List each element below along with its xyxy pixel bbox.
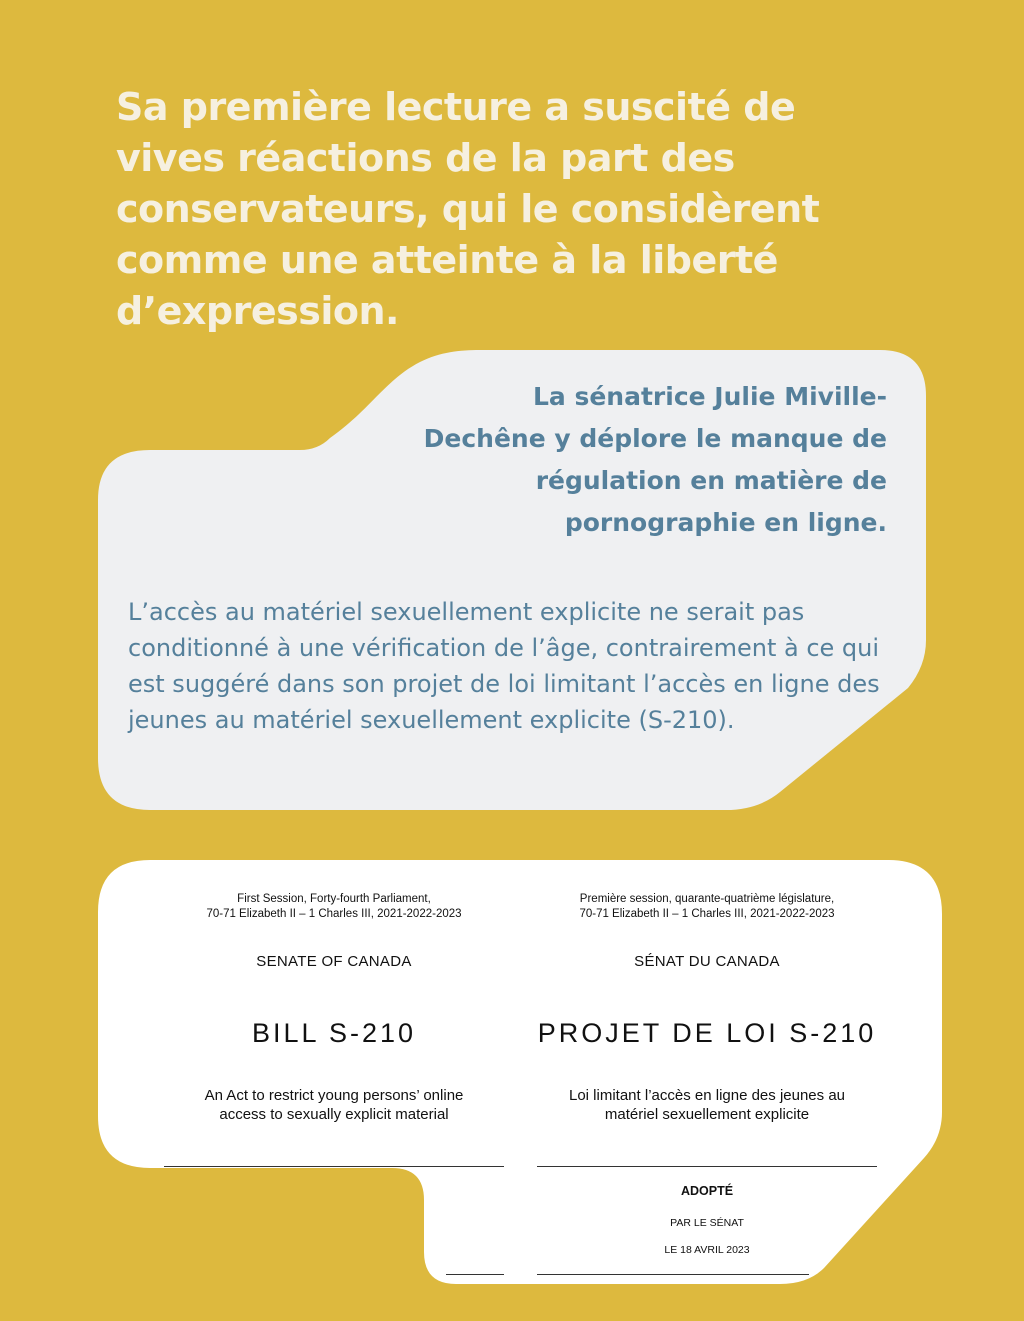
session-en-line1: First Session, Forty-fourth Parliament, (237, 893, 431, 905)
bill-title-en (164, 1086, 504, 1124)
bill-title-fr-line1: Loi limitant l’accès en ligne des jeunes au (569, 1087, 845, 1104)
rule-fr-lower (537, 1274, 809, 1275)
session-fr (537, 892, 877, 922)
headline: Sa première lecture a suscité de vives réactions de la part des conservateurs, qui le considèrent comme une atteinte à la liberté d’expression. (116, 85, 820, 333)
session-fr-line1: Première session, quarante-quatrième législature, (579, 893, 835, 905)
adopted-date: LE 18 AVRIL 2023 (664, 1244, 750, 1256)
bill-title-fr-line2: matériel sexuellement explicite (604, 1106, 810, 1123)
bill-number-en: BILL S-210 (251, 1018, 417, 1048)
bill-title-fr (537, 1086, 877, 1124)
bill-title-en-line1: An Act to restrict young persons’ online (204, 1087, 464, 1104)
bill-number-fr: PROJET DE LOI S-210 (537, 1018, 877, 1048)
session-en (164, 892, 504, 922)
senate-en: SENATE OF CANADA (256, 953, 412, 970)
adopted-label: ADOPTÉ (680, 1184, 734, 1198)
adopted-by: PAR LE SÉNAT (670, 1217, 744, 1229)
session-en-line2: 70-71 Elizabeth II – 1 Charles III, 2021-2022-2023 (206, 908, 462, 920)
senate-fr: SÉNAT DU CANADA (634, 953, 780, 970)
body-paragraph: L’accès au matériel sexuellement explicite ne serait pas conditionné à une vérification de l’âge, contrairement à ce qui est suggéré dans son projet de loi limitant l’accès en ligne des jeunes au matériel sexuellement explicite (S-210). (128, 598, 880, 734)
rule-en-upper (164, 1166, 504, 1167)
pull-quote: La sénatrice Julie Miville-Dechêne y déplore le manque de régulation en matière de pornographie en ligne. (423, 382, 887, 537)
session-fr-line2: 70-71 Elizabeth II – 1 Charles III, 2021-2022-2023 (579, 908, 835, 920)
rule-fr-upper (537, 1166, 877, 1167)
bill-title-en-line2: access to sexually explicit material (219, 1106, 449, 1123)
rule-en-lower (446, 1274, 504, 1275)
